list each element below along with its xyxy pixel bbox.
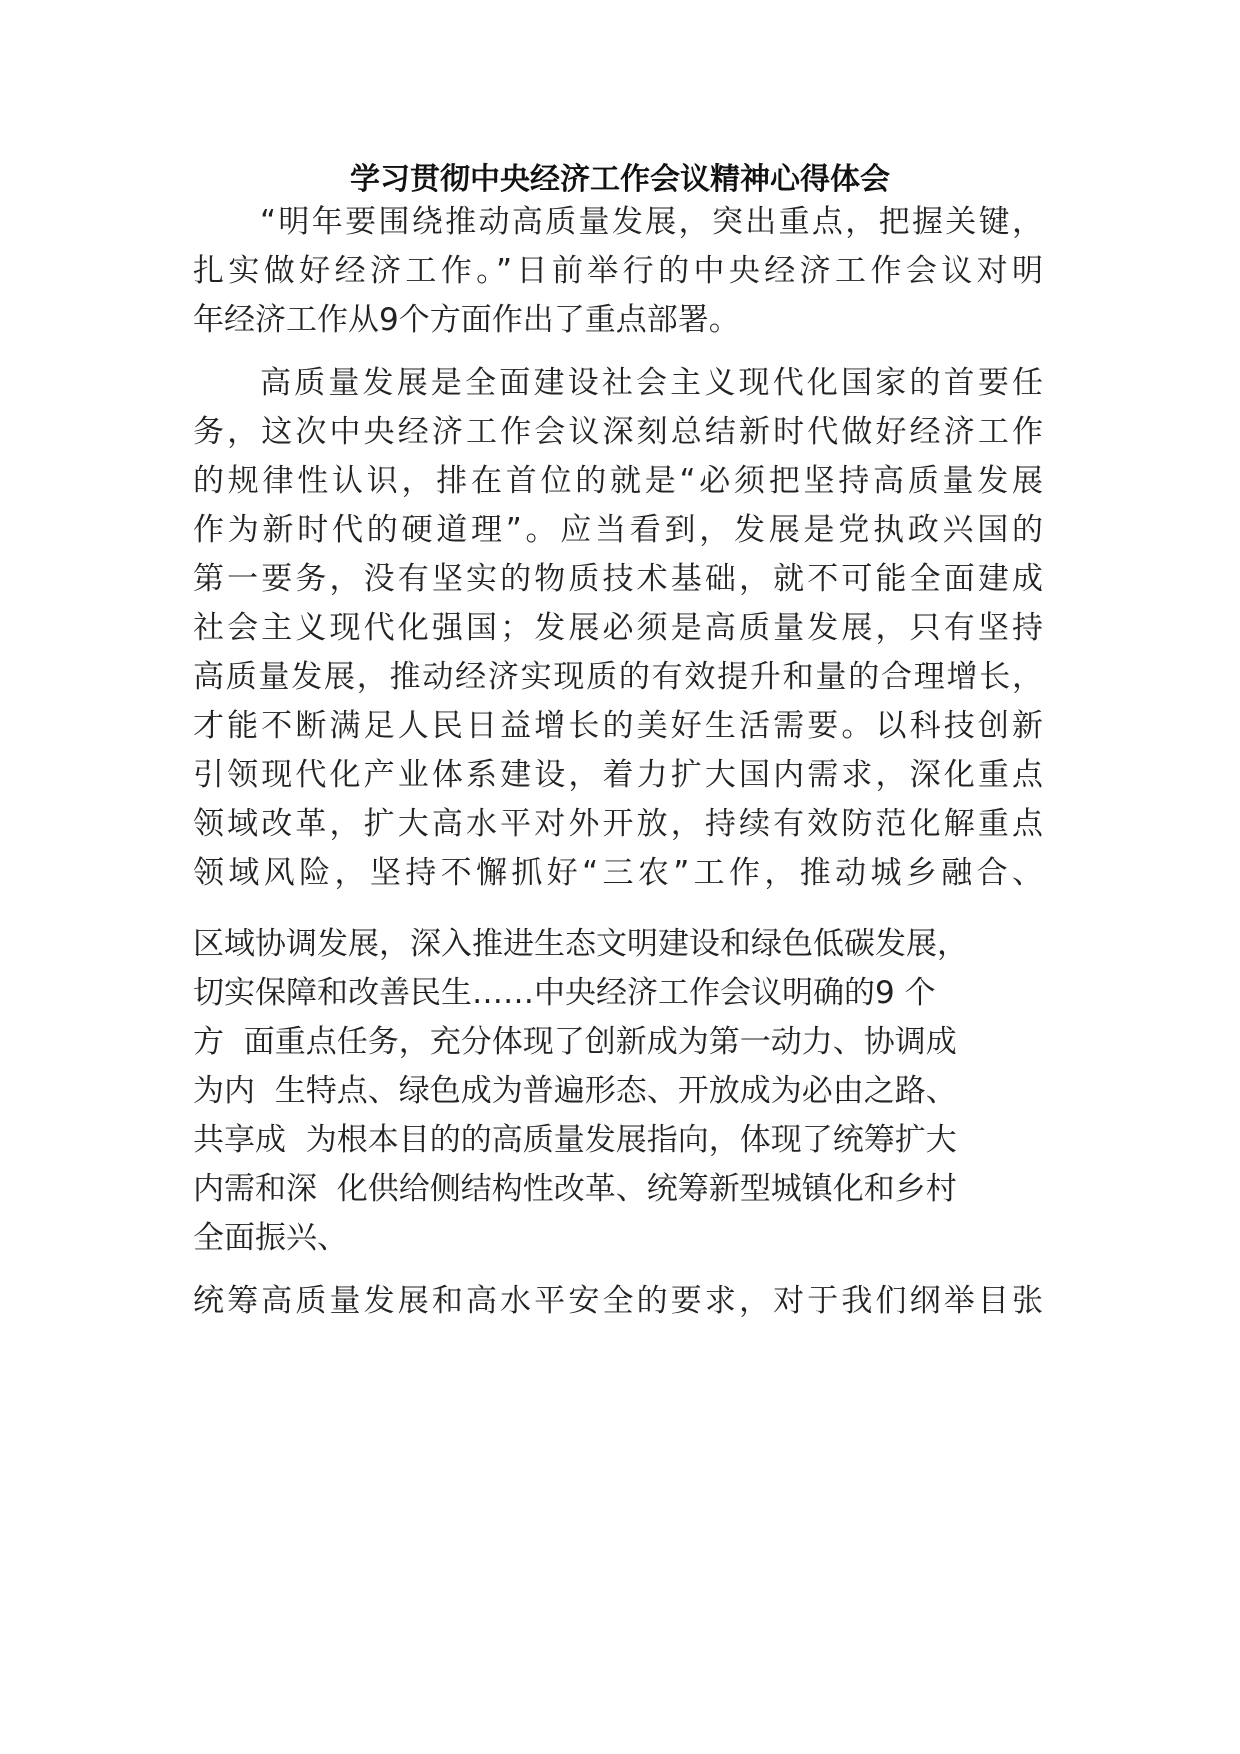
- paragraph-line: 切实保障和改善民生……中央经济工作会议明确的9 个: [193, 975, 936, 1011]
- paragraph-line: 务，这次中央经济工作会议深刻总结新时代做好经济工作: [193, 414, 1043, 450]
- paragraph-line: 统筹高质量发展和高水平安全的要求，对于我们纲举目张: [193, 1283, 1043, 1319]
- paragraph-line: 社会主义现代化强国；发展必须是高质量发展，只有坚持: [193, 610, 1043, 646]
- paragraph-line: 扎实做好经济工作。”日前举行的中央经济工作会议对明: [193, 253, 1043, 289]
- document-title: 学习贯彻中央经济工作会议精神心得体会: [350, 162, 890, 197]
- paragraph-line: 第一要务，没有坚实的物质技术基础，就不可能全面建成: [193, 561, 1043, 597]
- paragraph-line: 才能不断满足人民日益增长的美好生活需要。以科技创新: [193, 708, 1043, 744]
- paragraph-line: 区域协调发展，深入推进生态文明建设和绿色低碳发展，: [193, 926, 968, 962]
- paragraph-line: 引领现代化产业体系建设，着力扩大国内需求，深化重点: [193, 757, 1043, 793]
- paragraph-line: 全面振兴、: [193, 1220, 348, 1256]
- paragraph-line: 领域风险，坚持不懈抓好“三农”工作，推动城乡融合、: [193, 855, 1043, 891]
- paragraph-line: 为内 生特点、绿色成为普遍形态、开放成为必由之路、: [193, 1073, 957, 1109]
- paragraph-line: 方 面重点任务，充分体现了创新成为第一动力、协调成: [193, 1024, 957, 1060]
- paragraph-line: 领域改革，扩大高水平对外开放，持续有效防范化解重点: [193, 806, 1043, 842]
- paragraph-line: 共享成 为根本目的的高质量发展指向，体现了统筹扩大: [193, 1122, 957, 1158]
- paragraph-line: 高质量发展，推动经济实现质的有效提升和量的合理增长，: [193, 659, 1043, 695]
- paragraph-line: 内需和深 化供给侧结构性改革、统筹新型城镇化和乡村: [193, 1171, 957, 1207]
- paragraph-line: 的规律性认识，排在首位的就是“必须把坚持高质量发展: [193, 463, 1043, 499]
- paragraph-line: 高质量发展是全面建设社会主义现代化国家的首要任: [260, 365, 1043, 401]
- paragraph-line: 年经济工作从9个方面作出了重点部署。: [193, 302, 740, 338]
- paragraph-line: “明年要围绕推动高质量发展，突出重点，把握关键，: [260, 204, 1043, 240]
- paragraph-line: 作为新时代的硬道理”。应当看到，发展是党执政兴国的: [193, 512, 1043, 548]
